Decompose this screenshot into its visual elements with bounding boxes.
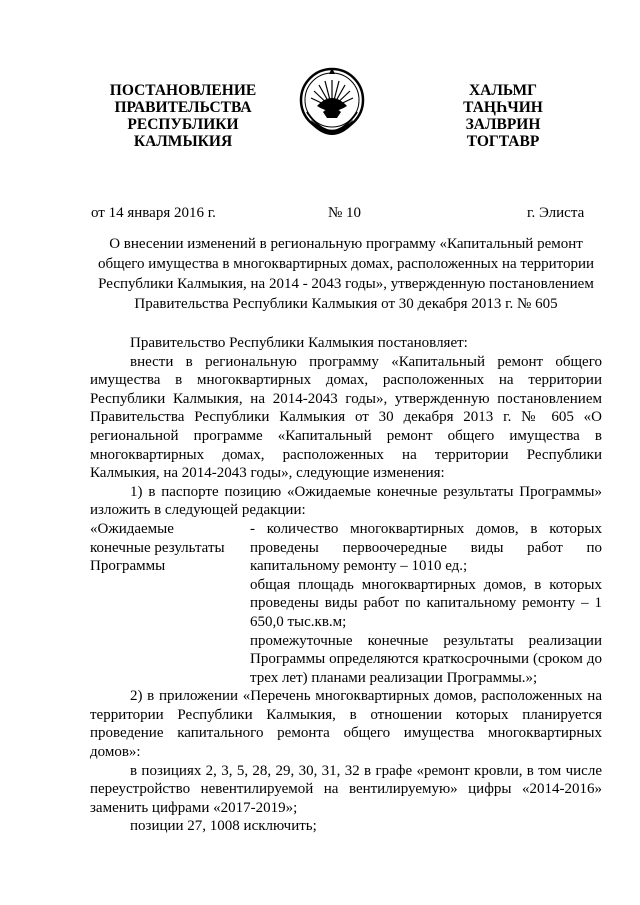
issuer-line: РЕСПУБЛИКИ [127, 116, 239, 133]
document-body [90, 334, 602, 836]
issuer-header-russian [88, 82, 278, 150]
value-paragraph: промежуточные конечные результаты реализации Программы определяются краткосрочными (сроком до трех лет) планами реализации Программы.»; [250, 632, 602, 686]
resolution-paragraph: внести в региональную программу «Капитальный ремонт общего имущества в многоквартирных домах, расположенных на территории Республики Калмыкия, на 2014-2043 годы», утвержденную постановлением Правительства Республики Калмыкия от 30 декабря 2013 г. № 605 «О региональной программе «Капитальный ремонт общего имущества в многоквартирных домах, расположенных на территории Республики Калмыкия, на 2014-2043 годы», следующие изменения: [90, 353, 602, 482]
issuer-line: ТОГТАВР [466, 133, 540, 150]
label-line: конечные результаты [90, 539, 225, 556]
title-line: О внесении изменений в региональную программу «Капитальный ремонт [109, 236, 583, 252]
document-title [90, 234, 602, 314]
issuer-line: ХАЛЬМГ [468, 82, 538, 99]
title-line: общего имущества в многоквартирных домах, расположенных на территории [97, 256, 595, 272]
issuer-line: ПОСТАНОВЛЕНИЕ [109, 82, 257, 99]
passport-position-table [90, 520, 602, 687]
document-date: от 14 января 2016 г. [91, 205, 216, 221]
amendment-item-2-change: в позициях 2, 3, 5, 28, 29, 30, 31, 32 в графе «ремонт кровли, в том числе переустройство невентилируемой на вентилируемую» цифры «2014-2016» заменить цифрами «2017-2019»; [90, 762, 602, 816]
issuer-line: ТАҢҺЧИН [463, 99, 543, 116]
issuer-line: ЗАЛВРИН [465, 116, 541, 133]
amendment-item-2-removal: позиции 27, 1008 исключить; [130, 818, 317, 835]
passport-position-value [250, 520, 602, 687]
issuer-line: ПРАВИТЕЛЬСТВА [114, 99, 252, 116]
issuer-header-kalmyk [448, 82, 558, 150]
title-line: Республики Калмыкия, на 2014 - 2043 годы», утвержденную постановлением [98, 276, 594, 292]
document-number: № 10 [328, 205, 362, 221]
issuer-line: КАЛМЫКИЯ [133, 133, 233, 150]
resolution-intro: Правительство Республики Калмыкия постановляет: [130, 335, 468, 351]
passport-position-label [90, 520, 250, 687]
coat-of-arms-emblem [297, 60, 367, 144]
amendment-item-1: 1) в паспорте позицию «Ожидаемые конечные результаты Программы» изложить в следующей редакции: [90, 483, 602, 519]
value-paragraph: - количество многоквартирных домов, в которых проведены первоочередные виды работ по капитальному ремонту – 1010 ед.; [250, 520, 602, 575]
label-line: Программы [90, 558, 166, 575]
label-line: «Ожидаемые [90, 520, 174, 537]
title-line: Правительства Республики Калмыкия от 30 декабря 2013 г. № 605 [134, 296, 558, 312]
document-city: г. Элиста [527, 205, 585, 221]
value-paragraph: общая площадь многоквартирных домов, в которых проведены виды работ по капитальному ремонту – 1 650,0 тыс.кв.м; [250, 576, 602, 630]
amendment-item-2: 2) в приложении «Перечень многоквартирных домов, расположенных на территории Республики Калмыкия, в отношении которых планируется проведение капитального ремонта общего имущества многоквартирных домов»: [90, 688, 602, 761]
